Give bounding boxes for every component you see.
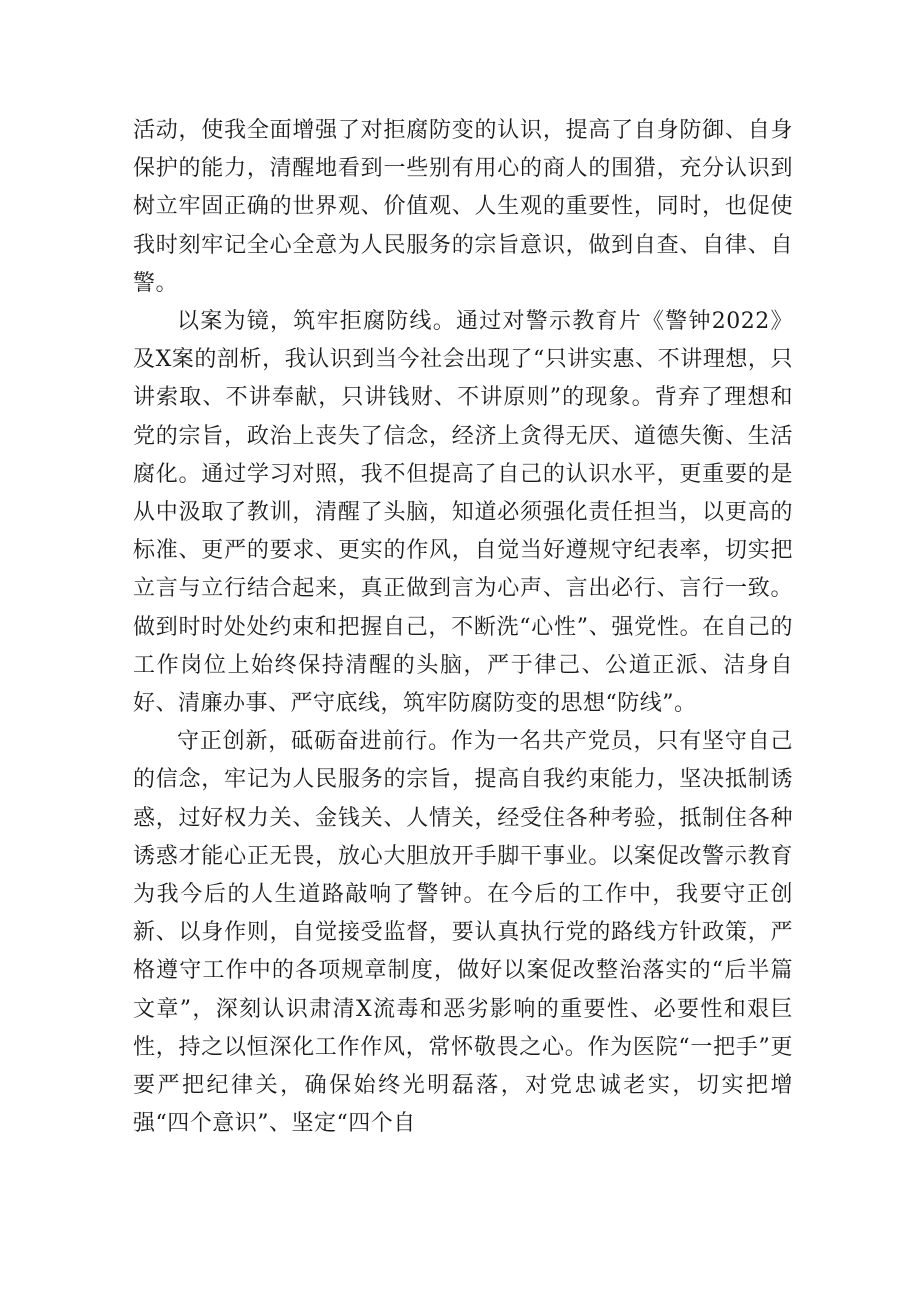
paragraph-2: 以案为镜，筑牢拒腐防线。通过对警示教育片《警钟2022》及X案的剖析，我认识到当今社会出现了“只讲实惠、不讲理想，只讲索取、不讲奉献，只讲钱财、不讲原则”的现象。背弃了理想和党的宗旨，政治上丧失了信念，经济上贪得无厌、道德失衡、生活腐化。通过学习对照，我不但提高了自己的认识水平，更重要的是从中汲取了教训，清醒了头脑，知道必须强化责任担当，以更高的标准、更严的要求、更实的作风，自觉当好遵规守纪表率，切实把立言与立行结合起来，真正做到言为心声、言出必行、言行一致。做到时时处处约束和把握自己，不断洗“心性”、强党性。在自己的工作岗位上始终保持清醒的头脑，严于律己、公道正派、洁身自好、清廉办事、严守底线，筑牢防腐防变的思想“防线”。 [133, 309, 793, 717]
document-body [133, 112, 793, 1143]
paragraph-3: 守正创新，砥砺奋进前行。作为一名共产党员，只有坚守自己的信念，牢记为人民服务的宗旨，提高自我约束能力，坚决抵制诱惑，过好权力关、金钱关、人情关，经受住各种考验，抵制住各种诱惑才能心正无畏，放心大胆放开手脚干事业。以案促改警示教育为我今后的人生道路敲响了警钟。在今后的工作中，我要守正创新、以身作则，自觉接受监督，要认真执行党的路线方针政策，严格遵守工作中的各项规章制度，做好以案促改整治落实的“后半篇文章”，深刻认识肃清X流毒和恶劣影响的重要性、必要性和艰巨性，持之以恒深化工作作风，常怀敬畏之心。作为医院“一把手”更要严把纪律关，确保始终光明磊落，对党忠诚老实，切实把增强“四个意识”、坚定“四个自 [133, 729, 793, 1137]
paragraph-1: 活动，使我全面增强了对拒腐防变的认识，提高了自身防御、自身保护的能力，清醒地看到一些别有用心的商人的围猎，充分认识到树立牢固正确的世界观、价值观、人生观的重要性，同时，也促使我时刻牢记全心全意为人民服务的宗旨意识，做到自查、自律、自警。 [133, 118, 793, 296]
